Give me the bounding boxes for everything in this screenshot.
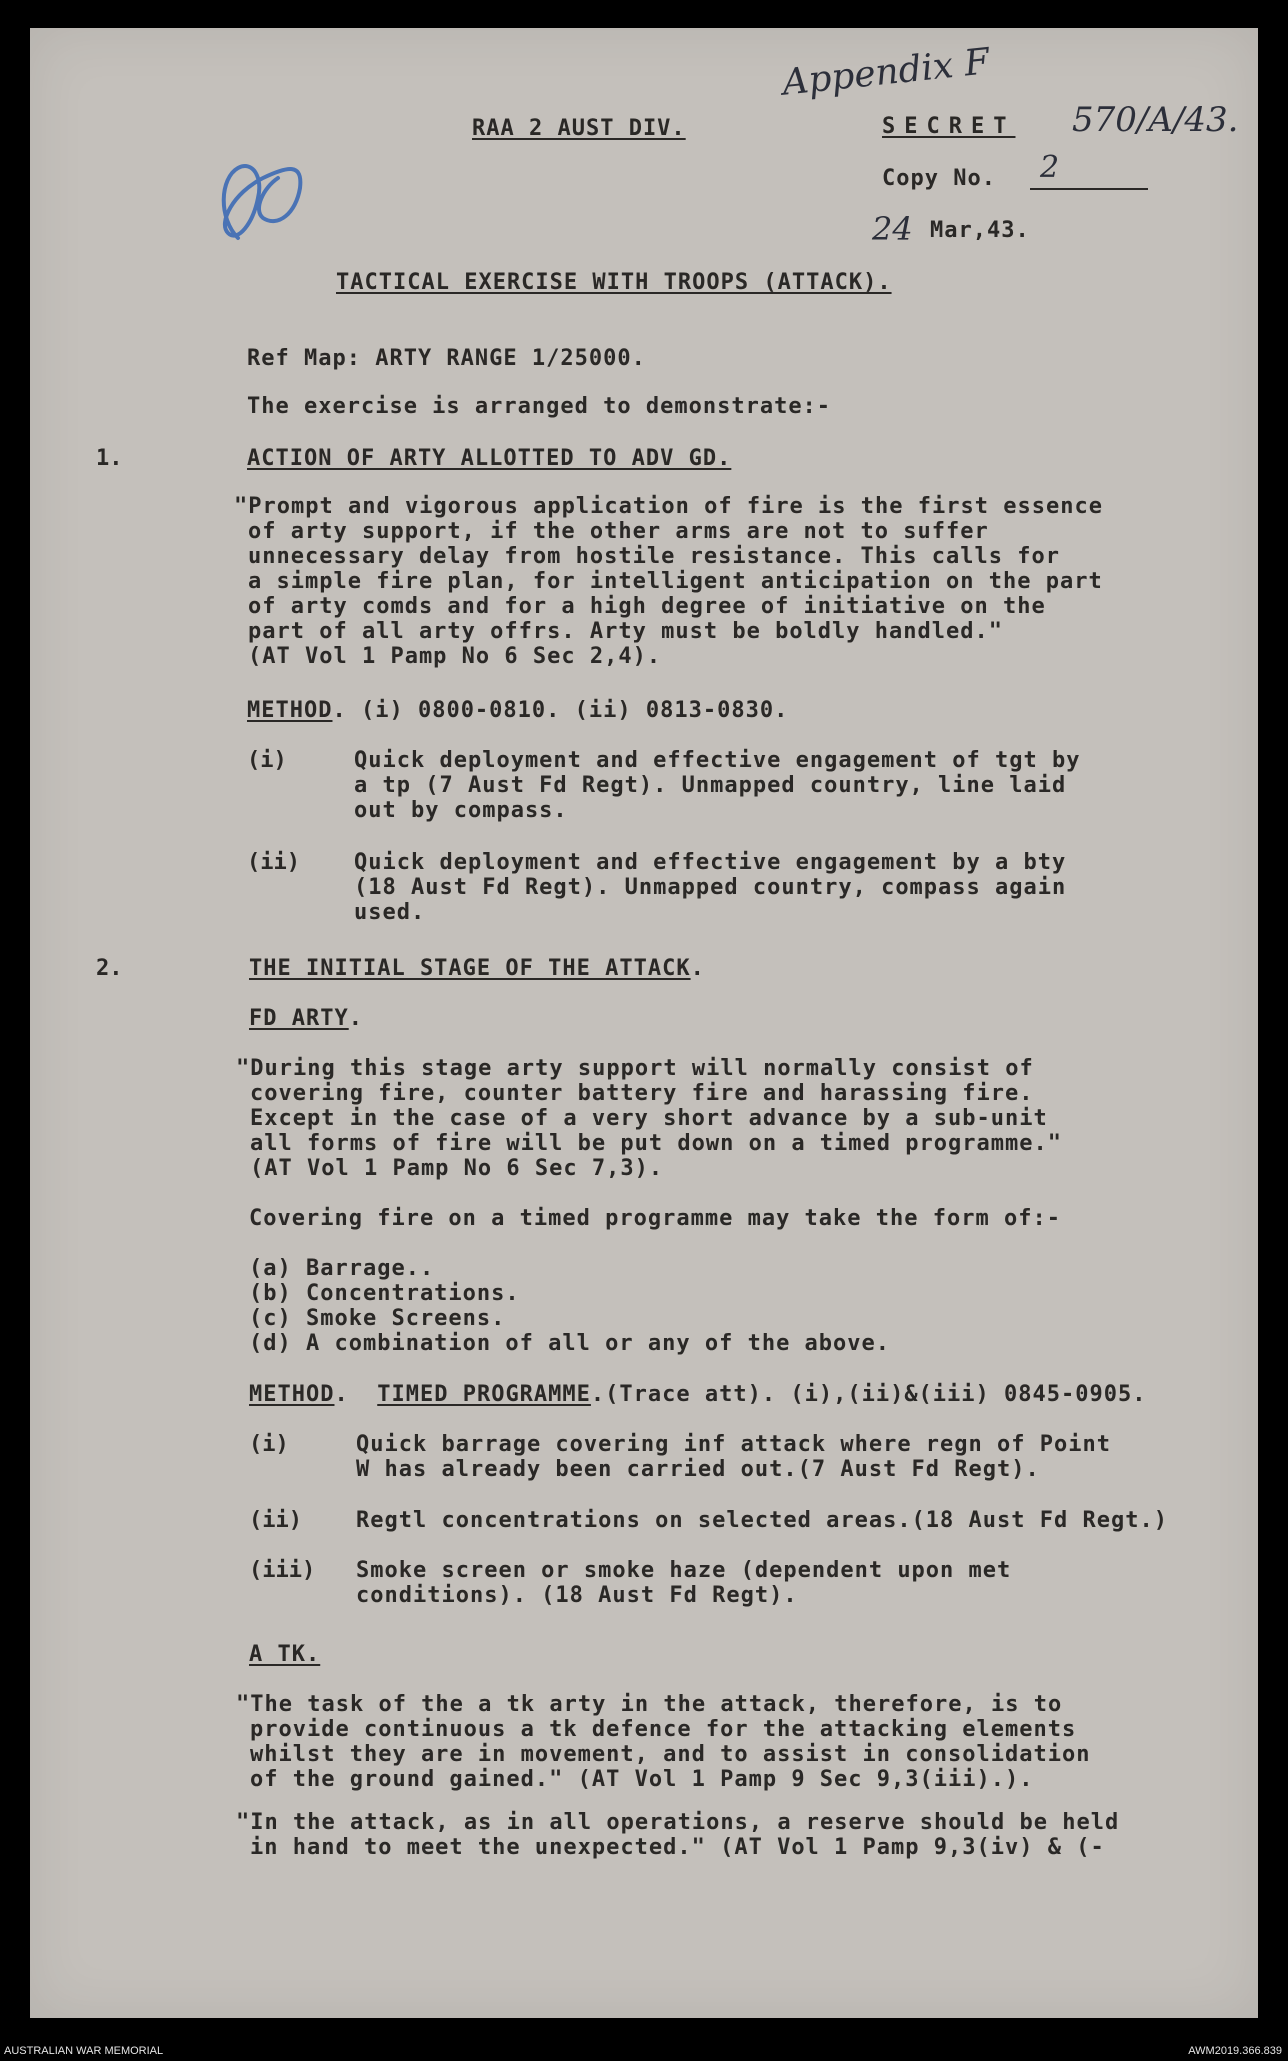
section-1-item-2: Quick deployment and effective engagement by a bty (18 Aust Fd Regt). Unmapped country, compass again used. xyxy=(354,850,1067,925)
list-item: (c) Smoke Screens. xyxy=(249,1306,506,1331)
item-marker: (i) xyxy=(247,748,287,773)
method-label: METHOD xyxy=(247,698,333,723)
handwritten-file-reference: 570/A/43. xyxy=(1072,100,1239,140)
unit-heading: RAA 2 AUST DIV. xyxy=(472,116,686,141)
handwritten-date-day: 24 xyxy=(872,210,913,248)
list-item: (a) Barrage.. xyxy=(249,1256,435,1281)
copy-label: Copy No. xyxy=(882,166,996,191)
section-2-item-2: Regtl concentrations on selected areas.(18 Aust Fd Regt.) xyxy=(356,1508,1168,1533)
handwritten-appendix-annotation: Appendix F xyxy=(780,41,992,104)
forms-list xyxy=(249,1256,890,1356)
item-marker: (ii) xyxy=(247,850,300,875)
section-2-quote: "During this stage arty support will normally consist of covering fire, counter battery fire and harassing fire. Except in the case of a very short advance by a sub-unit all forms of fire will be put down on a timed programme." (AT Vol 1 Pamp No 6 Sec 7,3). xyxy=(236,1056,1062,1181)
intro-line: The exercise is arranged to demonstrate:- xyxy=(247,394,832,419)
section-1-heading: ACTION OF ARTY ALLOTTED TO ADV GD. xyxy=(247,446,732,471)
section-2-method: METHOD. TIMED PROGRAMME.(Trace att). (i),(ii)&(iii) 0845-0905. xyxy=(249,1382,1147,1407)
reference-map: Ref Map: ARTY RANGE 1/25000. xyxy=(247,346,646,371)
handwritten-copy-number: 2 xyxy=(1040,150,1060,185)
fd-arty-subheading: FD ARTY. xyxy=(249,1006,363,1031)
footer-accession-number: AWM2019.366.839 xyxy=(1188,2045,1282,2057)
section-1-item-1: Quick deployment and effective engagement of tgt by a tp (7 Aust Fd Regt). Unmapped country, line laid out by compass. xyxy=(354,748,1081,823)
method-times: . (i) 0800-0810. (ii) 0813-0830. xyxy=(332,698,789,723)
section-1-quote: "Prompt and vigorous application of fire is the first essence of arty support, if the other arms are not to suffer unnecessary delay from hostile resistance. This calls for a simple fire plan, for intelligent anticipation on the part of arty comds and for a high degree of initiative on the part of all arty offrs. Arty must be boldly handled." (AT Vol 1 Pamp No 6 Sec 2,4). xyxy=(234,494,1103,669)
date-text: Mar,43. xyxy=(930,218,1030,243)
classification-marking: SECRET xyxy=(882,114,1016,139)
section-1-method xyxy=(247,698,788,723)
list-item: (b) Concentrations. xyxy=(249,1281,520,1306)
exercise-title: TACTICAL EXERCISE WITH TROOPS (ATTACK). xyxy=(336,270,892,295)
section-2-item-3: Smoke screen or smoke haze (dependent upon met conditions). (18 Aust Fd Regt). xyxy=(356,1558,1012,1608)
document-page xyxy=(30,28,1258,2018)
a-tk-quote: "The task of the a tk arty in the attack, therefore, is to provide continuous a tk defence for the attacking elements whilst they are in movement, and to assist in consolidation of the ground gained." (AT Vol 1 Pamp 9 Sec 9,3(iii).). xyxy=(236,1692,1091,1792)
copy-number-underline xyxy=(1030,188,1148,190)
item-marker: (ii) xyxy=(249,1508,302,1533)
section-1-number: 1. xyxy=(96,446,123,471)
reserve-quote: "In the attack, as in all operations, a reserve should be held in hand to meet the unexpected." (AT Vol 1 Pamp 9,3(iv) & (- xyxy=(236,1810,1120,1860)
a-tk-subheading: A TK. xyxy=(249,1642,321,1667)
item-marker: (iii) xyxy=(249,1558,316,1583)
section-2-number: 2. xyxy=(96,956,123,981)
item-marker: (i) xyxy=(249,1432,289,1457)
footer-institution: AUSTRALIAN WAR MEMORIAL xyxy=(4,2045,164,2057)
section-2-heading: THE INITIAL STAGE OF THE ATTACK. xyxy=(249,956,705,981)
blue-pencil-mark-icon xyxy=(208,138,318,258)
section-2-item-1: Quick barrage covering inf attack where regn of Point W has already been carried out.(7 Aust Fd Regt). xyxy=(356,1432,1111,1482)
covering-fire-line: Covering fire on a timed programme may take the form of:- xyxy=(249,1206,1061,1231)
list-item: (d) A combination of all or any of the above. xyxy=(249,1331,891,1356)
